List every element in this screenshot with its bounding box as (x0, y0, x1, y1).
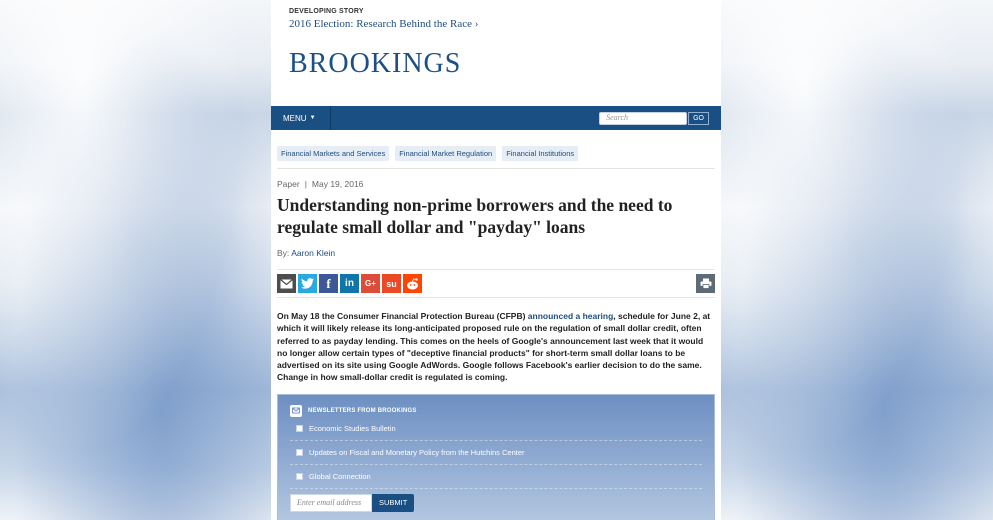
brookings-logo[interactable]: BROOKINGS (289, 48, 462, 79)
email-icon[interactable] (277, 274, 296, 293)
email-field[interactable]: Enter email address (290, 494, 372, 512)
facebook-icon[interactable]: f (319, 274, 338, 293)
newsletter-header (290, 405, 702, 417)
byline (271, 238, 721, 258)
search-form (599, 112, 709, 125)
search-input[interactable]: Search (599, 112, 687, 125)
google-plus-icon[interactable]: G+ (361, 274, 380, 293)
article-title: Understanding non-prime borrowers and the need to regulate small dollar and "payday" loans (277, 195, 673, 237)
article-date: May 19, 2016 (311, 179, 364, 189)
main-navbar (271, 106, 721, 130)
topic-tags (271, 130, 721, 161)
menu-button[interactable] (271, 106, 331, 130)
checkbox[interactable] (296, 449, 303, 456)
background-left (0, 0, 271, 520)
checkbox[interactable] (296, 425, 303, 432)
caret-down-icon: ▼ (309, 115, 316, 121)
article-type: Paper (277, 179, 300, 189)
byline-label: By: (277, 248, 290, 258)
topic-tag[interactable]: Financial Markets and Services (277, 146, 389, 161)
article-meta (271, 169, 721, 189)
developing-story-label: DEVELOPING STORY (289, 8, 364, 15)
newsletter-option-label: Global Connection (309, 471, 371, 481)
stumbleupon-icon[interactable]: su (382, 274, 401, 293)
reddit-icon[interactable] (403, 274, 422, 293)
newsletter-option[interactable] (290, 441, 702, 465)
newsletter-signup (277, 394, 715, 520)
share-icons (277, 274, 422, 293)
body-text-start: On May 18 the Consumer Financial Protection Bureau (CFPB) (277, 311, 528, 321)
search-go-button[interactable]: GO (688, 112, 709, 125)
newsletter-option-label: Updates on Fiscal and Monetary Policy from the Hutchins Center (309, 447, 525, 457)
share-bar (277, 269, 715, 298)
newsletter-title: NEWSLETTERS FROM BROOKINGS (308, 407, 417, 414)
newsletter-option[interactable] (290, 417, 702, 441)
newsletter-option-label: Economic Studies Bulletin (309, 423, 396, 433)
submit-button[interactable]: SUBMIT (372, 494, 414, 512)
developing-story (271, 0, 721, 30)
author-link[interactable]: Aaron Klein (291, 248, 336, 258)
body-text-rest: , schedule for June 2, at which it will likely release its long-anticipated proposed rule on the regulation of small dollar credit, often referred to as payday lending. This comes on the heels of Google's announcement last week that it would no longer allow certain types of "deceptive financial products" for short-term small dollar loans to be advertised on its site using Google AdWords. Google follows Facebook's earlier decision to do the same. Change in how small-dollar credit is regulated is coming. (277, 311, 711, 383)
twitter-icon[interactable] (298, 274, 317, 293)
developing-story-link[interactable]: 2016 Election: Research Behind the Race › (289, 18, 479, 30)
topic-tag[interactable]: Financial Market Regulation (395, 146, 496, 161)
newsletter-form (290, 494, 702, 512)
newsletter-option[interactable] (290, 465, 702, 489)
topic-tag[interactable]: Financial Institutions (502, 146, 578, 161)
article-body (271, 298, 721, 384)
background-right (721, 0, 993, 520)
article-page (271, 0, 721, 520)
announced-hearing-link[interactable]: announced a hearing (527, 311, 614, 321)
meta-separator: | (304, 179, 307, 189)
linkedin-icon[interactable]: in (340, 274, 359, 293)
mail-icon (290, 405, 302, 417)
checkbox[interactable] (296, 473, 303, 480)
menu-label: MENU (283, 113, 307, 123)
print-icon[interactable] (696, 274, 715, 293)
